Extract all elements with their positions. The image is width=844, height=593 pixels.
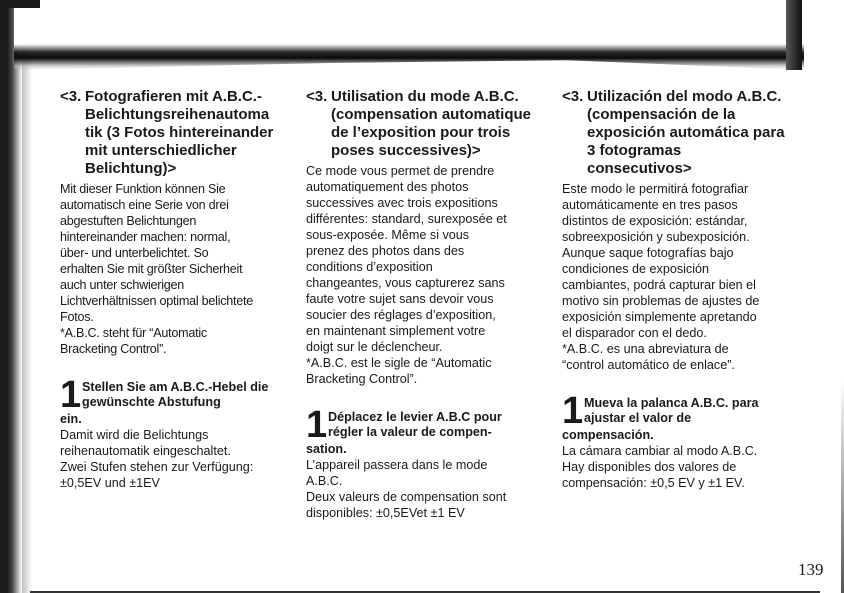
french-step-number: 1 <box>306 404 328 446</box>
german-heading-number: <3. <box>60 88 82 105</box>
french-step-body <box>306 457 532 521</box>
german-heading-text: Fotografieren mit A.B.C.-Belichtungsreihenautoma tik (3 Fotos hintereinander mit unterschiedlicher Belichtung)> <box>85 88 274 177</box>
german-step-rest: ein. <box>60 412 82 426</box>
german-step-line: ±0,5EV und ±1EV <box>60 476 160 490</box>
french-step-head <box>306 404 532 446</box>
french-line: soucier des réglages d’exposition, <box>306 308 496 322</box>
spanish-body <box>562 181 788 373</box>
spanish-line: motivo sin problemas de ajustes de <box>562 294 760 308</box>
french-line: *A.B.C. est le sigle de “Automatic <box>306 356 492 370</box>
german-step-body <box>60 427 282 491</box>
french-line: successives avec trois expositions <box>306 196 498 210</box>
german-step-head <box>60 374 282 416</box>
spanish-heading <box>562 88 788 178</box>
french-line: Bracketing Control”. <box>306 372 418 386</box>
german-line: hintereinander machen: normal, <box>60 230 231 244</box>
spanish-line: “control automático de enlace”. <box>562 358 735 372</box>
german-step-1 <box>60 374 282 491</box>
german-line: erhalten Sie mit größter Sicherheit <box>60 262 243 276</box>
scan-top-band <box>14 0 804 70</box>
spanish-line: automáticamente en tres pasos <box>562 198 738 212</box>
german-body <box>60 181 282 357</box>
french-heading-number: <3. <box>306 88 328 105</box>
french-step-line: Deux valeurs de compensation sont <box>306 490 507 504</box>
spanish-line: Este modo le permitirá fotografiar <box>562 182 749 196</box>
scan-top-corner <box>0 0 40 40</box>
german-line: Fotos. <box>60 310 94 324</box>
spanish-line: *A.B.C. es una abreviatura de <box>562 342 729 356</box>
german-line: *A.B.C. steht für “Automatic <box>60 326 207 340</box>
german-step-lead: Stellen Sie am A.B.C.-Hebel die gewünschte Abstufung <box>82 380 269 409</box>
spanish-step-line: Hay disponibles dos valores de <box>562 460 737 474</box>
german-heading <box>60 88 282 178</box>
page-number: 139 <box>798 560 824 579</box>
french-line: prenez des photos dans des <box>306 244 465 258</box>
spanish-step-head <box>562 390 788 432</box>
french-line: faute votre sujet sans devoir vous <box>306 292 494 306</box>
french-line: automatiquement des photos <box>306 180 469 194</box>
german-line: automatisch eine Serie von drei <box>60 198 229 212</box>
german-line: Mit dieser Funktion können Sie <box>60 182 226 196</box>
french-line: Ce mode vous permet de prendre <box>306 164 495 178</box>
french-step-rest: sation. <box>306 442 347 456</box>
french-step-lead: Déplacez le levier A.B.C pour régler la valeur de compen- <box>328 410 502 439</box>
spanish-column <box>562 88 788 491</box>
french-step-line: L’appareil passera dans le mode <box>306 458 488 472</box>
german-line: Bracketing Control”. <box>60 342 167 356</box>
spanish-line: exposición simplemente apretando <box>562 310 757 324</box>
spanish-line: sobreexposición y subexposición. <box>562 230 750 244</box>
spanish-heading-number: <3. <box>562 88 584 105</box>
spanish-line: distintos de exposición: estándar, <box>562 214 748 228</box>
german-column <box>60 88 282 491</box>
german-step-number: 1 <box>60 374 82 416</box>
french-heading-text: Utilisation du mode A.B.C. (compensation automatique de l’exposition pour trois poses successives)> <box>331 88 532 159</box>
spanish-step-number: 1 <box>562 390 584 432</box>
french-step-1 <box>306 404 532 521</box>
spanish-line: cambiantes, podrá capturar bien el <box>562 278 756 292</box>
french-line: en maintenant simplement votre <box>306 324 486 338</box>
german-line: auch unter schwierigen <box>60 278 185 292</box>
spanish-step-line: compensación: ±0,5 EV y ±1 EV. <box>562 476 745 490</box>
french-column <box>306 88 532 521</box>
scan-left-shadow <box>22 0 32 593</box>
spanish-line: condiciones de exposición <box>562 262 710 276</box>
french-heading <box>306 88 532 160</box>
french-step-line: disponibles: ±0,5EVet ±1 EV <box>306 506 465 520</box>
french-line: doigt sur le déclencheur. <box>306 340 443 354</box>
french-body <box>306 163 532 387</box>
spanish-line: el disparador con el dedo. <box>562 326 707 340</box>
french-line: changeantes, vous capturerez sans <box>306 276 505 290</box>
french-line: différentes: standard, surexposée et <box>306 212 507 226</box>
spanish-step-rest: compensación. <box>562 428 654 442</box>
spanish-step-lead: Mueva la palanca A.B.C. para ajustar el valor de <box>584 396 759 425</box>
german-line: abgestuften Belichtungen <box>60 214 197 228</box>
german-line: Lichtverhältnissen optimal belichtete <box>60 294 254 308</box>
spanish-line: Aunque saque fotografías bajo <box>562 246 734 260</box>
spanish-step-1 <box>562 390 788 491</box>
german-step-line: reihenautomatik eingeschaltet. <box>60 444 231 458</box>
french-line: conditions d’exposition <box>306 260 433 274</box>
scan-left-edge <box>0 0 22 593</box>
spanish-step-line: La cámara cambiar al modo A.B.C. <box>562 444 758 458</box>
french-line: sous-exposée. Même si vous <box>306 228 470 242</box>
scan-right-corner <box>786 0 802 70</box>
spanish-step-body <box>562 443 788 491</box>
german-step-line: Damit wird die Belichtungs <box>60 428 209 442</box>
french-step-line: A.B.C. <box>306 474 343 488</box>
spanish-heading-text: Utilización del modo A.B.C. (compensación de la exposición automática para 3 fotogramas consecutivos> <box>587 88 785 177</box>
german-step-line: Zwei Stufen stehen zur Verfügung: <box>60 460 254 474</box>
german-line: über- und unterbelichtet. So <box>60 246 209 260</box>
